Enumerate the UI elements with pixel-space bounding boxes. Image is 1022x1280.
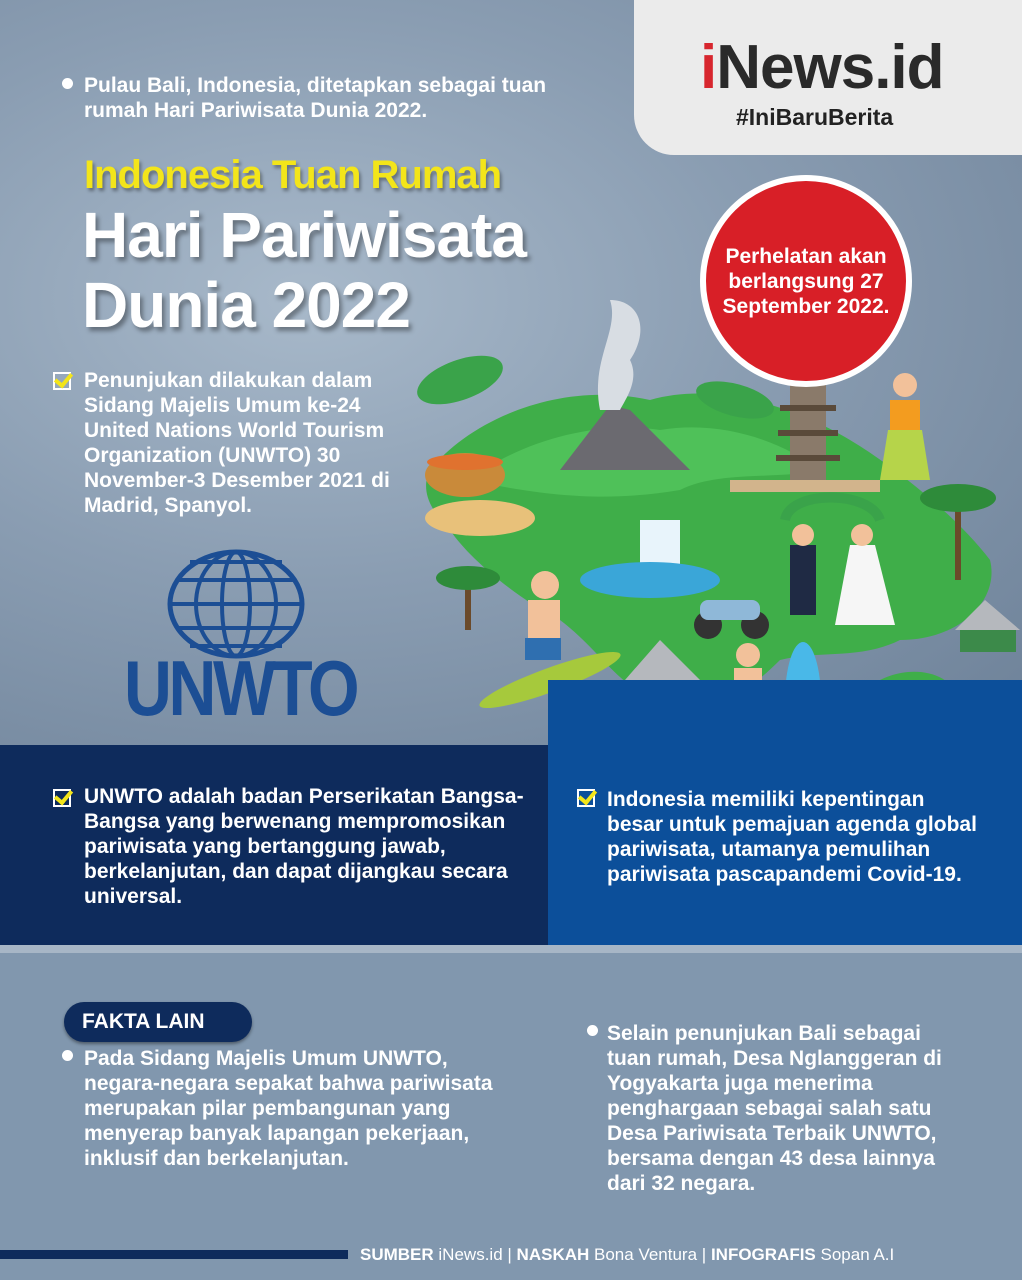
- pond: [580, 562, 720, 598]
- food: [427, 454, 503, 470]
- footer-writer-value: Bona Ventura: [594, 1245, 698, 1264]
- footer-designer-label: INFOGRAFIS: [710, 1245, 816, 1264]
- bullet-dot: [62, 1050, 73, 1061]
- footer-writer-label: NASKAH: [516, 1245, 590, 1264]
- food-plate: [425, 500, 535, 536]
- appointment-text: Penunjukan dilakukan dalam Sidang Majelis Umum ke-24 United Nations World Tourism Organization (UNWTO) 30 November-3 Desember 2021 di Madrid, Spanyol.: [84, 369, 390, 517]
- bullet-dot: [587, 1025, 598, 1036]
- checkbox-icon: [53, 789, 71, 807]
- footer-separator: |: [701, 1245, 707, 1264]
- logo-tagline: #IniBaruBerita: [736, 104, 894, 130]
- intro-bullet-text: Pulau Bali, Indonesia, ditetapkan sebagai tuan rumah Hari Pariwisata Dunia 2022.: [84, 74, 547, 122]
- palm-tree: [436, 566, 500, 630]
- title-line-1: Indonesia Tuan Rumah: [84, 153, 502, 197]
- person-woman: [880, 373, 930, 480]
- checkbox-icon: [53, 372, 71, 390]
- fakta-left-text: Pada Sidang Majelis Umum UNWTO, negara-negara sepakat bahwa pariwisata merupakan pilar pembangunan yang menyerap banyak lapangan pekerjaan, inklusif dan berkelanjutan.: [84, 1047, 493, 1170]
- event-date-text: Perhelatan akan berlangsung 27 September 2022.: [722, 244, 890, 318]
- fakta-lain-label: FAKTA LAIN: [64, 1002, 252, 1042]
- checkbox-icon: [577, 789, 595, 807]
- inews-logo[interactable]: iNews.id: [700, 33, 944, 102]
- volcano-smoke: [598, 300, 640, 410]
- footer-source-value: iNews.id: [438, 1245, 503, 1264]
- title-line-2: Hari Pariwisata Dunia 2022: [82, 199, 526, 341]
- unwto-logo-text: UNWTO: [124, 644, 357, 732]
- fakta-right-text: Selain penunjukan Bali sebagai tuan rumah, Desa Nglanggeran di Yogyakarta juga menerima penghargaan sebagai salah satu Desa Pariwisata Terbaik UNWTO, bersama dengan 43 desa lainnya dari 32 negara.: [607, 1022, 942, 1195]
- unwto-globe-icon: [170, 552, 302, 656]
- footer-designer-value: Sopan A.I: [820, 1245, 895, 1264]
- footer-bar: [0, 1250, 348, 1259]
- indonesia-interest-text: Indonesia memiliki kepentingan besar untuk pemajuan agenda global pariwisata, utamanya pemulihan pariwisata pascapandemi Covid-19.: [607, 788, 977, 886]
- footer-credits: [360, 1245, 894, 1265]
- unwto-description: UNWTO adalah badan Perserikatan Bangsa-Bangsa yang berwenang mempromosikan pariwisata yang bertanggung jawab, berkelanjutan, dan dapat dijangkau secara universal.: [84, 785, 524, 908]
- footer-source-label: SUMBER: [360, 1245, 434, 1264]
- section-divider: [0, 945, 1022, 953]
- footer-separator: |: [507, 1245, 512, 1264]
- event-date-badge: [700, 175, 912, 387]
